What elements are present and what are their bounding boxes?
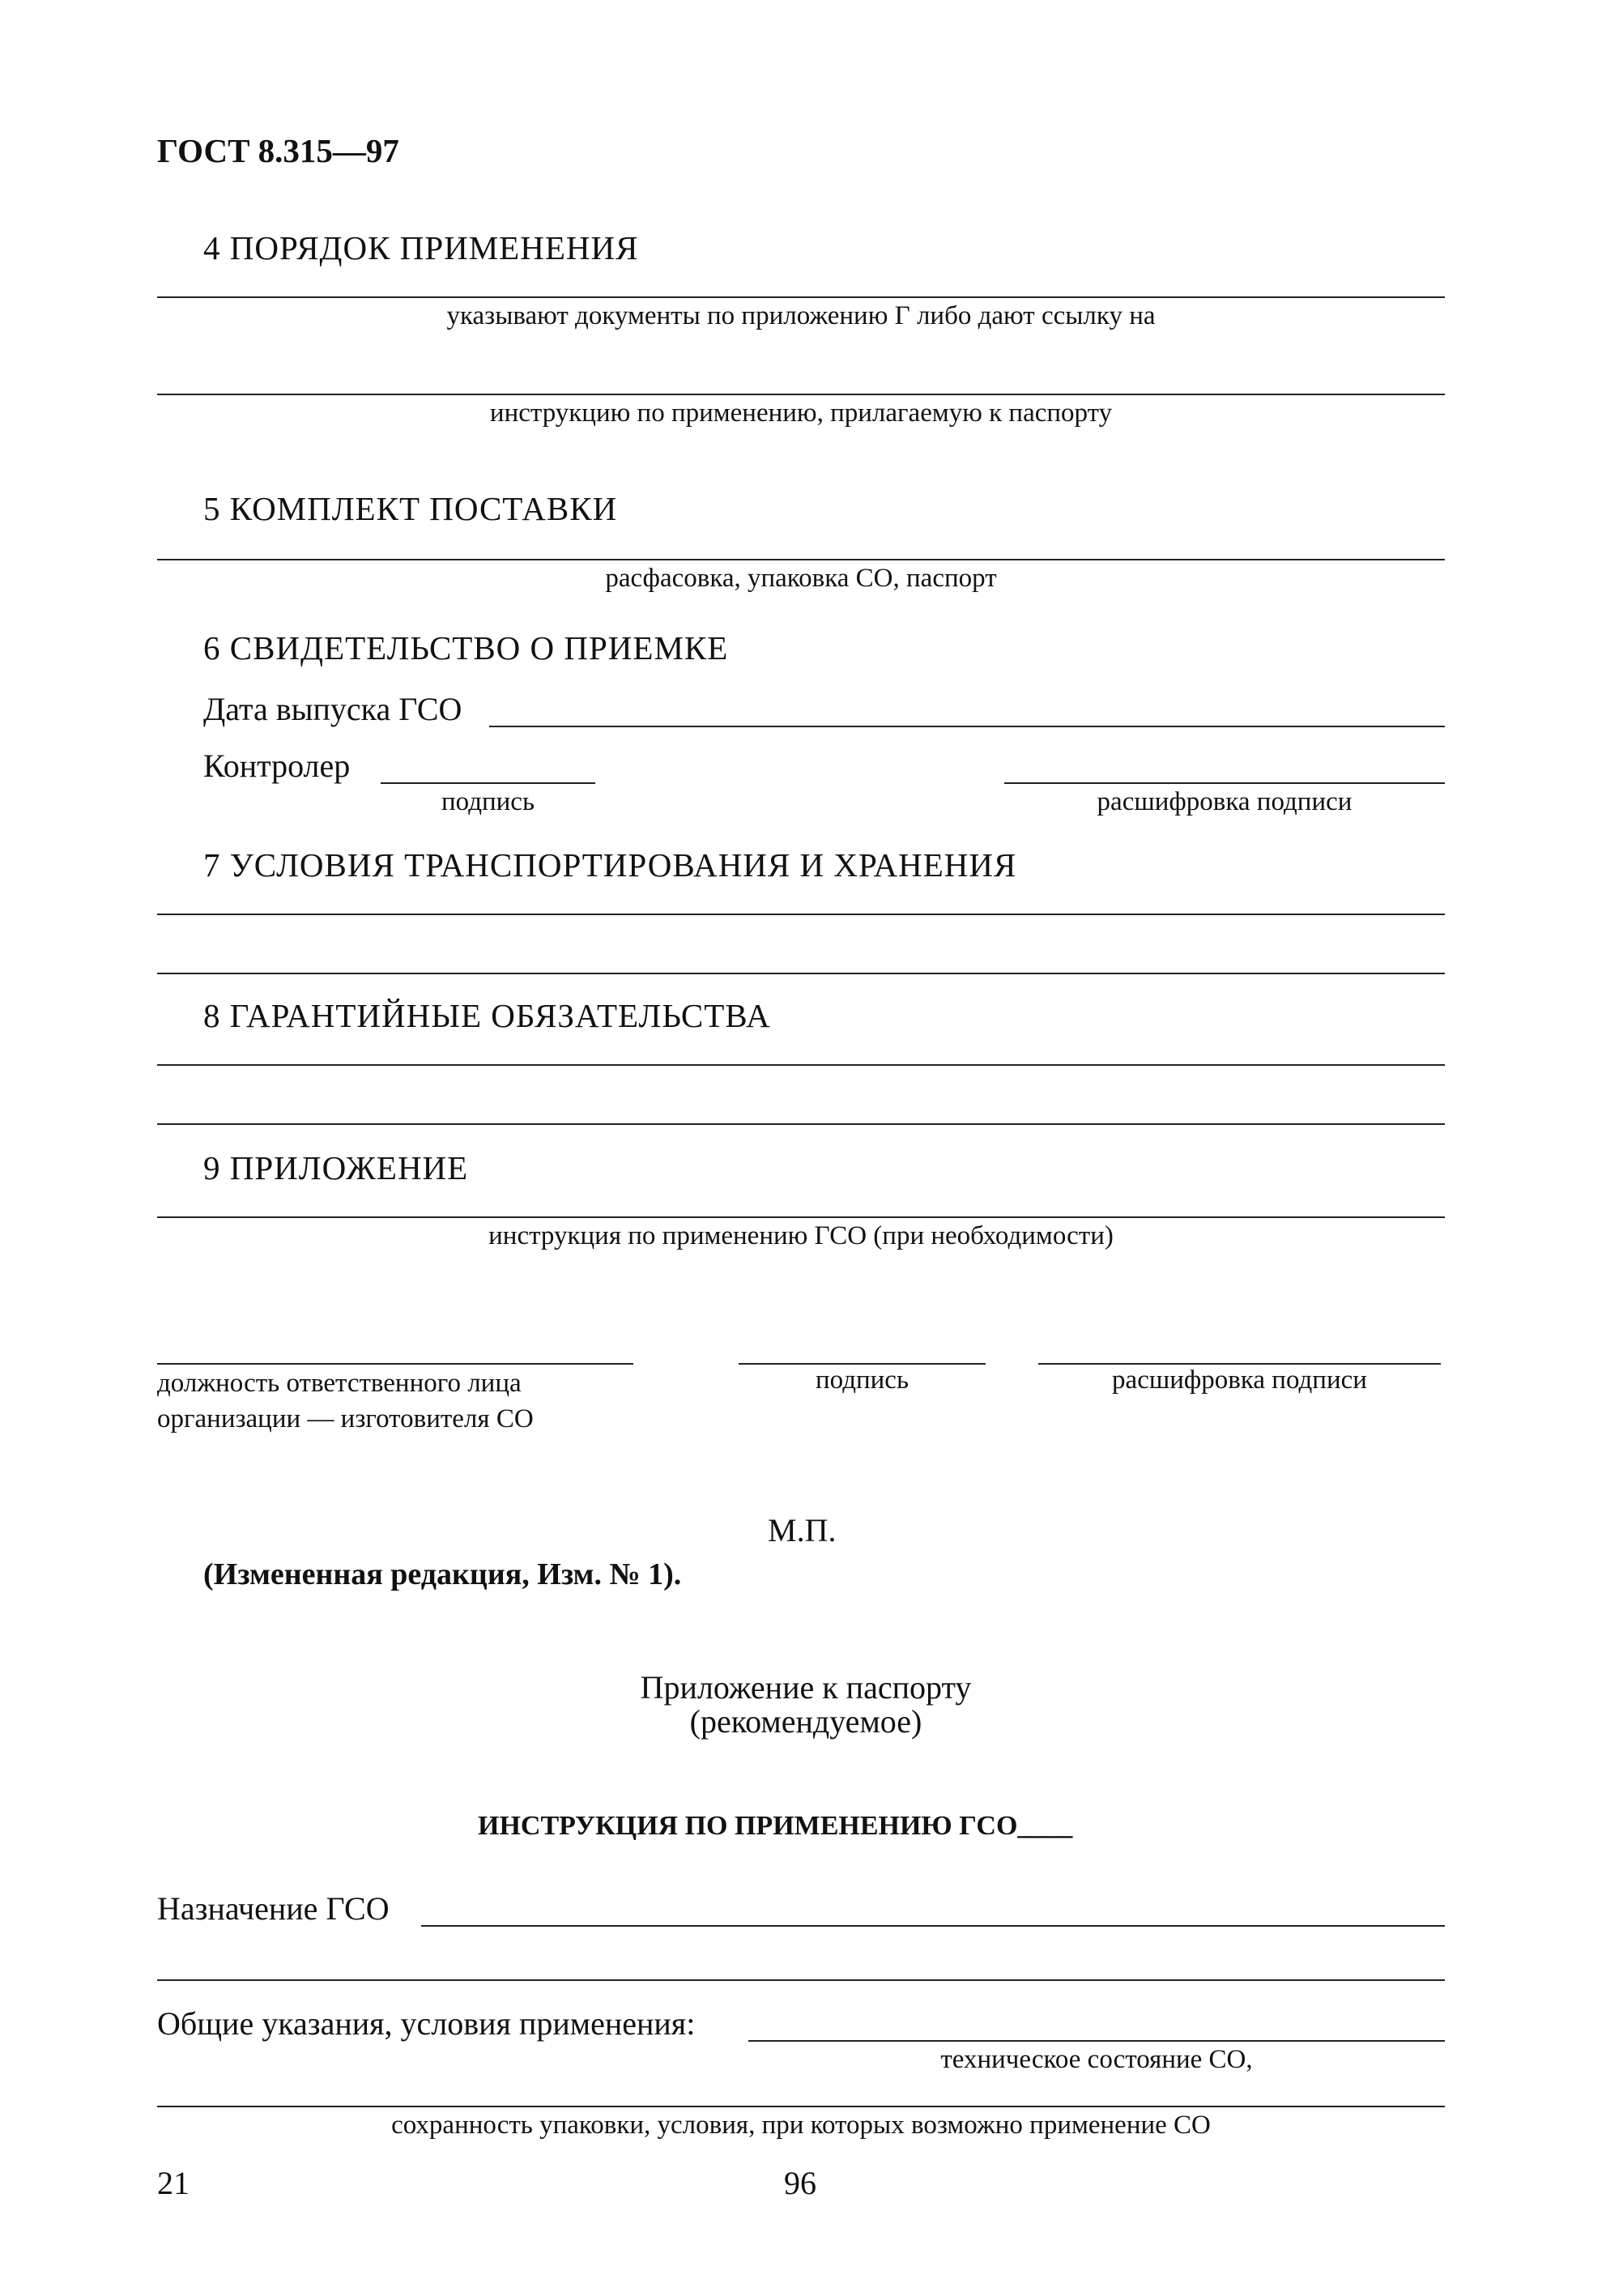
purpose-field[interactable] xyxy=(421,1925,1445,1927)
signature-caption: подпись xyxy=(815,1365,909,1395)
section-7-line-2 xyxy=(157,973,1445,974)
controller-label: Контролер xyxy=(203,748,351,784)
instruction-heading: ИНСТРУКЦИЯ ПО ПРИМЕНЕНИЮ ГСО____ xyxy=(478,1811,1073,1841)
signature-line[interactable] xyxy=(739,1363,986,1365)
position-caption-line-2: организации — изготовителя СО xyxy=(157,1404,534,1433)
section-8-title: 8 ГАРАНТИЙНЫЕ ОБЯЗАТЕЛЬСТВА xyxy=(203,997,771,1034)
section-5-title: 5 КОМПЛЕКТ ПОСТАВКИ xyxy=(203,490,618,527)
annex-title-line-1: Приложение к паспорту xyxy=(640,1669,972,1706)
release-date-label: Дата выпуска ГСО xyxy=(203,691,462,727)
position-caption xyxy=(157,1365,534,1437)
page-number: 96 xyxy=(784,2165,816,2201)
controller-signature-field[interactable] xyxy=(381,782,595,784)
section-9-title: 9 ПРИЛОЖЕНИЕ xyxy=(203,1149,469,1186)
footer-left-number: 21 xyxy=(157,2165,190,2201)
general-instructions-label: Общие указания, условия применения: xyxy=(157,2005,696,2042)
section-4-hint-1: указывают документы по приложению Г либо дают ссылку на xyxy=(446,301,1156,330)
signature-decode-caption: расшифровка подписи xyxy=(1112,1365,1367,1395)
section-8-line-1 xyxy=(157,1064,1445,1066)
general-instructions-hint-2: сохранность упаковки, условия, при которых возможно применение СО xyxy=(391,2111,1211,2140)
standard-number: ГОСТ 8.315—97 xyxy=(157,132,399,169)
section-7-title: 7 УСЛОВИЯ ТРАНСПОРТИРОВАНИЯ И ХРАНЕНИЯ xyxy=(203,846,1017,884)
section-4-line-2 xyxy=(157,394,1445,395)
release-date-field[interactable] xyxy=(489,726,1445,727)
signature-decode-line[interactable] xyxy=(1038,1363,1441,1365)
position-caption-line-1: должность ответственного лица xyxy=(157,1369,522,1398)
general-instructions-hint-1: техническое состояние СО, xyxy=(940,2045,1253,2074)
controller-signature-decode-field[interactable] xyxy=(1004,782,1445,784)
section-5-line xyxy=(157,559,1445,560)
section-4-line-1 xyxy=(157,296,1445,298)
section-9-line xyxy=(157,1216,1445,1218)
general-instructions-field[interactable] xyxy=(748,2040,1445,2042)
stamp-place: М.П. xyxy=(768,1512,837,1548)
position-signature-line[interactable] xyxy=(157,1363,633,1365)
annex-title-line-2: (рекомендуемое) xyxy=(689,1703,922,1740)
purpose-field-line-2[interactable] xyxy=(157,1979,1445,1981)
purpose-label: Назначение ГСО xyxy=(157,1890,390,1927)
section-9-hint: инструкция по применению ГСО (при необходимости) xyxy=(488,1221,1114,1250)
amendment-note: (Измененная редакция, Изм. № 1). xyxy=(203,1557,682,1591)
section-4-hint-2: инструкцию по применению, прилагаемую к паспорту xyxy=(489,398,1113,428)
section-6-title: 6 СВИДЕТЕЛЬСТВО О ПРИЕМКЕ xyxy=(203,629,729,667)
controller-signature-decode-hint: расшифровка подписи xyxy=(1097,787,1353,816)
section-4-title: 4 ПОРЯДОК ПРИМЕНЕНИЯ xyxy=(203,229,639,266)
controller-signature-hint: подпись xyxy=(441,787,535,816)
section-7-line-1 xyxy=(157,914,1445,915)
section-5-hint: расфасовка, упаковка СО, паспорт xyxy=(605,564,997,593)
general-instructions-field-line-2[interactable] xyxy=(157,2106,1445,2107)
section-8-line-2 xyxy=(157,1123,1445,1125)
